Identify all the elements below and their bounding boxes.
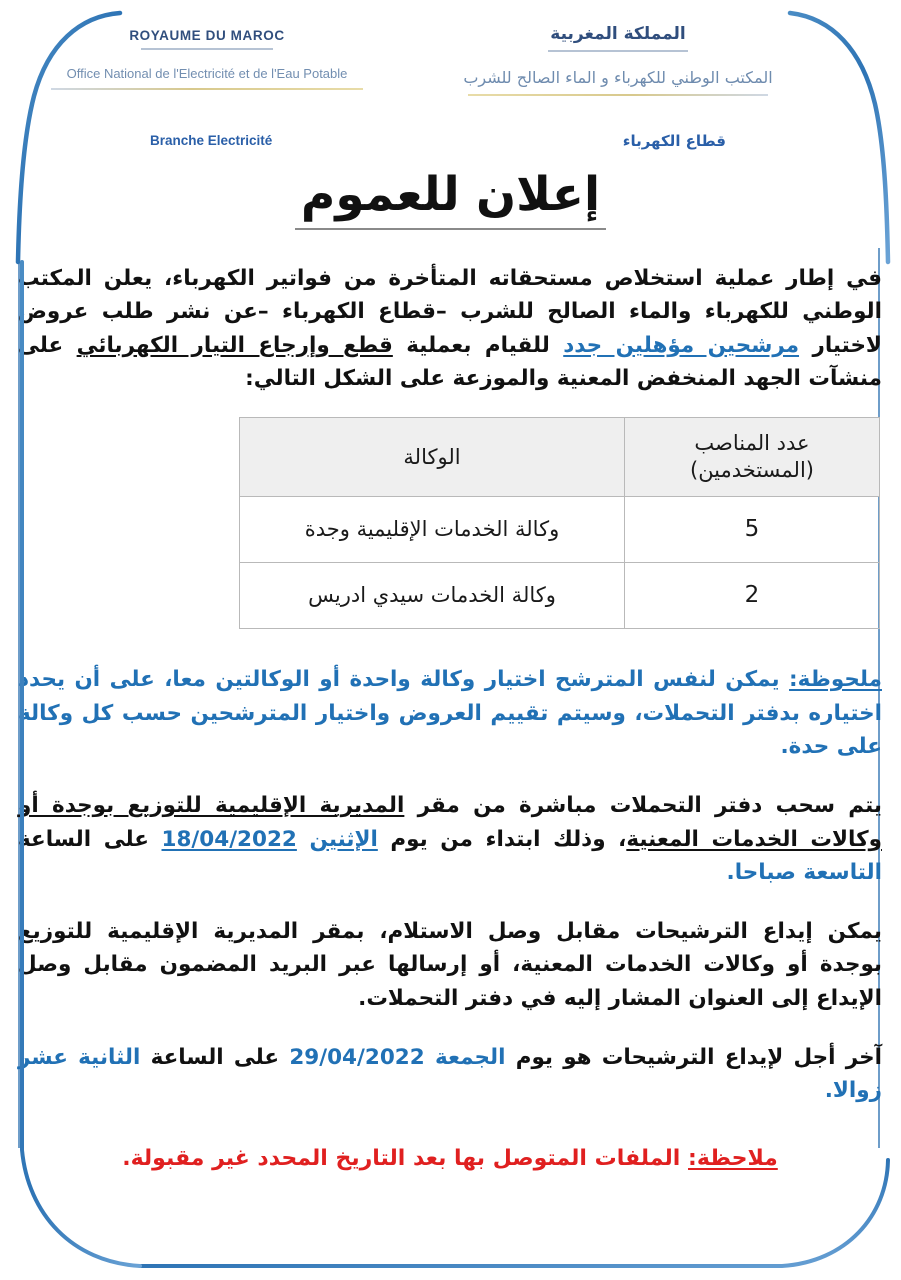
intro-line3: على منشآت الجهد المنخفض المعنية والموزعة على الشكل التالي:: [18, 332, 882, 391]
table-header-row: [240, 418, 880, 497]
kingdom-label-fr: ROYAUME DU MAROC: [129, 28, 285, 43]
letterhead-french-block: [42, 28, 372, 90]
warning-paragraph: [0, 1142, 901, 1176]
branch-label-fr: Branche Electricité: [150, 133, 273, 148]
deadline-mid: على الساعة: [150, 1045, 280, 1071]
letterhead-arabic-block: [453, 24, 783, 96]
withdrawal-lead: يتم سحب دفتر التحملات مباشرة من مقر: [417, 793, 882, 819]
deadline-day: الجمعة: [434, 1045, 506, 1071]
page-title-text: إعلان للعموم: [295, 166, 606, 230]
kingdom-rule-fr: [141, 48, 273, 50]
branch-label-ar: قطاع الكهرباء: [622, 132, 726, 150]
deadline-time: الثانية عشر زوالا.: [18, 1045, 882, 1104]
cell-agency: وكالة الخدمات الإقليمية وجدة: [240, 497, 625, 563]
cell-count: 2: [625, 563, 880, 629]
intro-underlined: قطع وإرجاع التيار الكهربائي: [76, 332, 393, 358]
content-textbox: [18, 248, 882, 1171]
intro-paragraph: [0, 262, 901, 395]
table-header-count: عدد المناصب (المستخدمين): [625, 418, 880, 497]
office-rule-fr: [51, 88, 363, 90]
intro-line1: في إطار عملية استخلاص مستحقاته المتأخرة من فواتير الكهرباء، يعلن المكتب الوطني للكهرباء والماء الصالح للشرب –قطاع الكهرباء –عن نشر طلب عروض لاختيار: [18, 266, 882, 358]
cell-count: 5: [625, 497, 880, 563]
submission-paragraph: يمكن إيداع الترشيحات مقابل وصل الاستلام، بمقر المديرية الإقليمية للتوزيع بوجدة أو وكالات الخدمات المعنية، أو إرسالها عبر البريد المضمون مقابل وصل الإيداع إلى العنوان المشار إليه في دفتر التحملات.: [18, 919, 882, 1011]
intro-highlight: مرشحين مؤهلين جدد: [563, 332, 800, 358]
deadline-lead: آخر أجل لإيداع الترشيحات هو يوم: [515, 1045, 882, 1071]
note-paragraph: [0, 663, 901, 763]
withdrawal-time: التاسعة صباحا.: [726, 859, 882, 885]
office-label-fr: Office National de l'Electricité et de l'Eau Potable: [66, 66, 348, 81]
page-title: [0, 166, 901, 230]
deadline-date: 29/04/2022: [289, 1045, 425, 1071]
withdrawal-tail: على الساعة: [18, 826, 149, 852]
kingdom-rule-ar: [548, 50, 688, 52]
withdrawal-paragraph: [0, 789, 901, 889]
table-row: [240, 497, 880, 563]
table-header-agency: الوكالة: [240, 418, 625, 497]
table-row: [240, 563, 880, 629]
kingdom-label-ar: المملكة المغربية: [550, 24, 686, 44]
office-rule-ar: [468, 94, 768, 96]
withdrawal-date: 18/04/2022: [161, 826, 297, 852]
withdrawal-day: الإثنين: [309, 826, 378, 852]
office-label-ar: المكتب الوطني للكهرباء و الماء الصالح للشرب: [463, 68, 773, 88]
warning-text: الملفات المتوصل بها بعد التاريخ المحدد غير مقبولة.: [122, 1145, 681, 1171]
intro-line2: للقيام بعملية: [406, 332, 550, 358]
withdrawal-place: المديرية الإقليمية للتوزيع بوجدة أو وكالات الخدمات المعنية: [18, 793, 882, 852]
deadline-paragraph: [0, 1041, 901, 1108]
warning-label: ملاحظة:: [688, 1145, 778, 1171]
note-label: ملحوظة:: [789, 667, 882, 693]
note-text: يمكن لنفس المترشح اختيار وكالة واحدة أو الوكالتين معا، على أن يحدد اختياره بدفتر التحملات، وسيتم تقييم العروض واختيار المترشحين حسب كل وكالة على حدة.: [18, 667, 882, 759]
cell-agency: وكالة الخدمات سيدي ادريس: [240, 563, 625, 629]
withdrawal-mid: ، وذلك ابتداء من يوم: [390, 826, 627, 852]
letterhead: [0, 0, 901, 175]
agency-table: [239, 417, 880, 629]
agency-table-wrap: [0, 417, 901, 629]
